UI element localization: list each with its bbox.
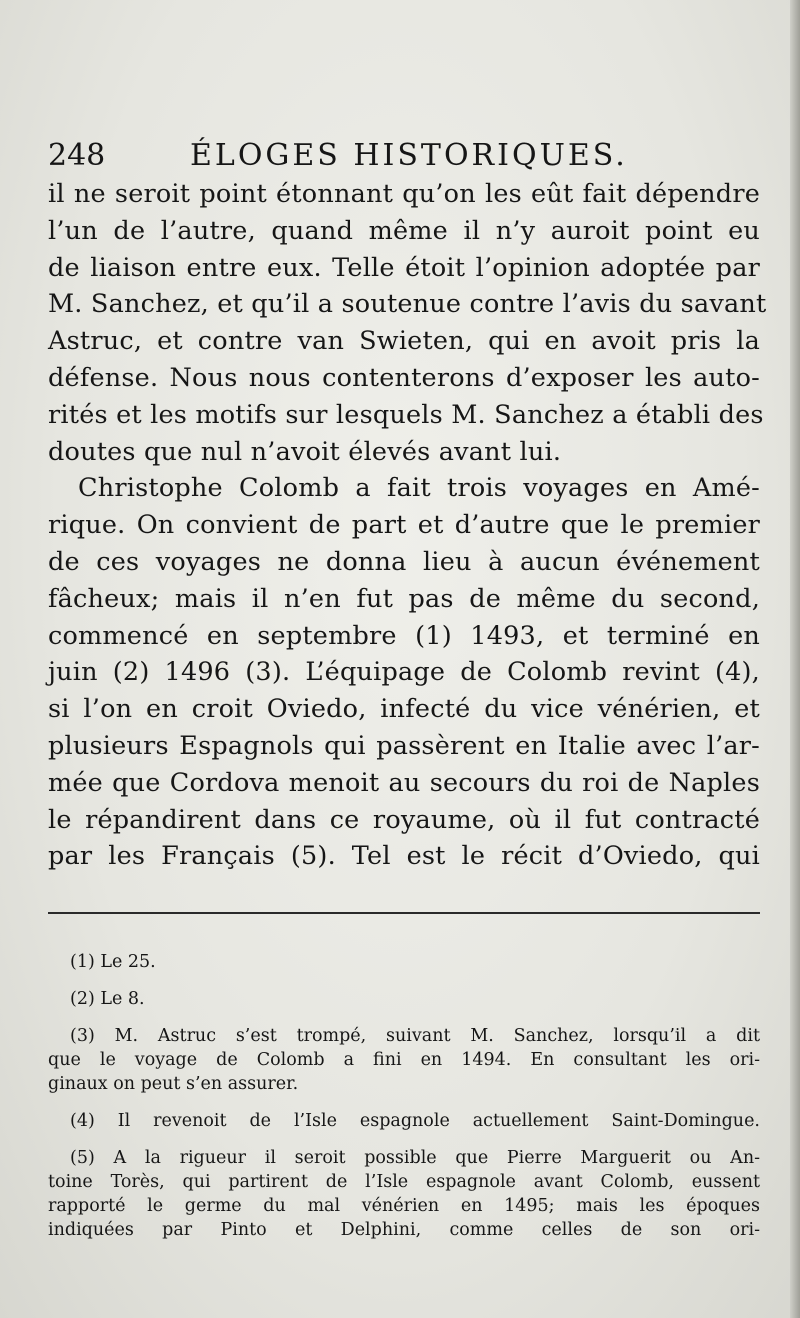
footnote-divider (48, 912, 760, 914)
text-line: rités et les motifs sur lesquels M. Sanchez a établi des (48, 399, 764, 430)
text-line: commencé en septembre (1) 1493, et terminé en (48, 620, 760, 651)
page-edge-shadow (790, 0, 800, 1318)
text-line: juin (2) 1496 (3). L’équipage de Colomb revint (4), (48, 657, 760, 688)
text-line: par les Français (5). Tel est le récit d’Oviedo, qui (48, 841, 760, 872)
text-line: Christophe Colomb a fait trois voyages en Amé- (78, 473, 760, 504)
running-title: ÉLOGES HISTORIQUES. (190, 138, 628, 173)
page-header (48, 136, 760, 176)
text-line: rique. On convient de part et d’autre que le premier (48, 510, 760, 541)
text-line: fâcheux; mais il n’en fut pas de même du second, (48, 583, 760, 614)
text-line: défense. Nous nous contenterons d’exposer les auto- (48, 362, 760, 393)
footnote-line: (2) Le 8. (70, 989, 145, 1009)
text-line: il ne seroit point étonnant qu’on les eût fait dépendre (48, 179, 760, 209)
text-line: M. Sanchez, et qu’il a soutenue contre l’avis du savant (48, 289, 767, 320)
footnote-line: toine Torès, qui partirent de l’Isle espagnole avant Colomb, eussent (48, 1172, 760, 1192)
footnote-line: indiquées par Pinto et Delphini, comme celles de son ori- (48, 1220, 760, 1240)
footnote-line: (5) A la rigueur il seroit possible que Pierre Marguerit ou An- (70, 1148, 760, 1168)
footnote-line: (4) Il revenoit de l’Isle espagnole actuellement Saint-Domingue. (70, 1111, 760, 1131)
footnote-line: (1) Le 25. (70, 952, 156, 972)
footnote-line: que le voyage de Colomb a fini en 1494. En consultant les ori- (48, 1050, 760, 1070)
footnotes (48, 950, 760, 1242)
text-line: Astruc, et contre van Swieten, qui en avoit pris la (48, 326, 760, 357)
text-line: doutes que nul n’avoit élevés avant lui. (48, 436, 562, 467)
text-line: l’un de l’autre, quand même il n’y auroit point eu (48, 215, 760, 246)
text-line: de ces voyages ne donna lieu à aucun événement (48, 546, 760, 577)
main-text (48, 176, 767, 875)
text-line: mée que Cordova menoit au secours du roi de Naples (48, 767, 760, 798)
text-line: de liaison entre eux. Telle étoit l’opinion adoptée par (48, 252, 760, 283)
text-line: le répandirent dans ce royaume, où il fut contracté (48, 804, 760, 835)
text-line: plusieurs Espagnols qui passèrent en Italie avec l’ar- (48, 730, 760, 761)
text-line: si l’on en croit Oviedo, infecté du vice vénérien, et (48, 694, 760, 725)
page-number: 248 (48, 138, 106, 173)
footnote-line: rapporté le germe du mal vénérien en 1495; mais les époques (48, 1196, 760, 1216)
footnote-line: ginaux on peut s’en assurer. (48, 1074, 299, 1094)
footnote-line: (3) M. Astruc s’est trompé, suivant M. Sanchez, lorsqu’il a dit (70, 1026, 760, 1046)
